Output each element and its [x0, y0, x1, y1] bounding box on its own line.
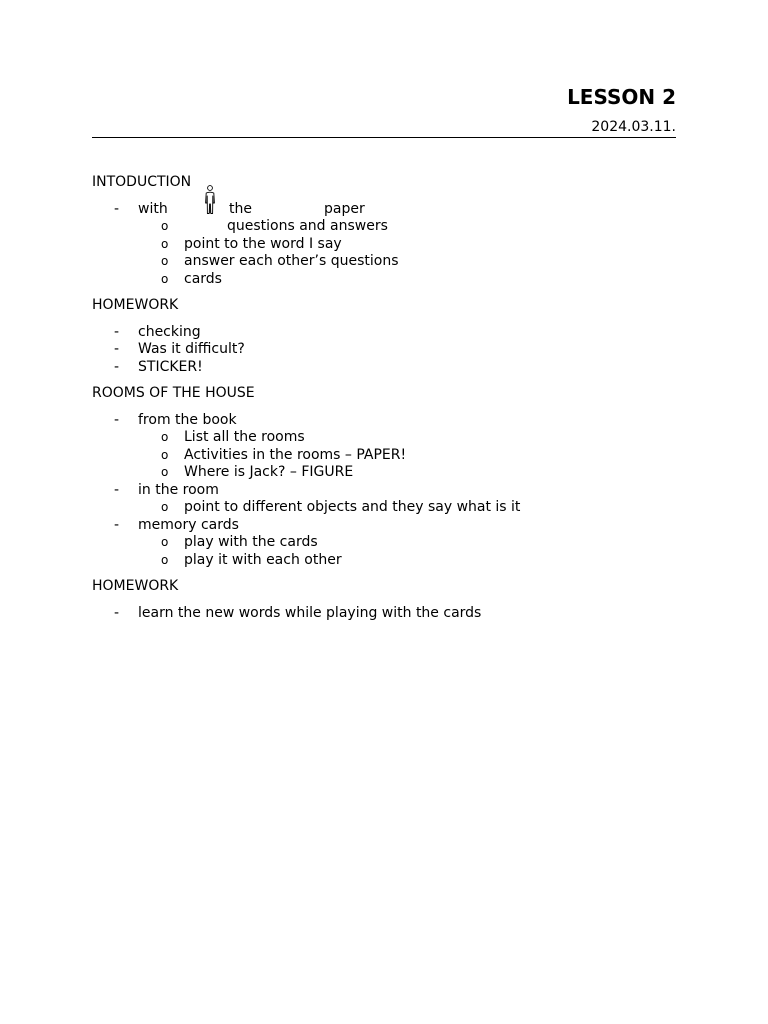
circle-marker: o [161, 430, 169, 444]
circle-marker: o [161, 500, 169, 514]
dash-marker: - [114, 516, 120, 533]
sub-list-item [92, 236, 692, 254]
sub-list-item [92, 447, 692, 465]
word-the: the [229, 200, 252, 217]
sub-item-text: Where is Jack? – FIGURE [184, 464, 354, 480]
section-heading-homework: HOMEWORK [92, 578, 179, 594]
introduction-list [92, 201, 692, 289]
sub-list-item [92, 429, 692, 447]
sub-item-text: cards [184, 270, 222, 287]
sub-list-item [92, 552, 692, 570]
dash-marker: - [114, 358, 120, 375]
list-item [92, 341, 692, 359]
dash-marker: - [114, 411, 120, 428]
sub-list-item [92, 253, 692, 271]
sub-item-text: point to the word I say [184, 235, 342, 252]
list-item [92, 517, 692, 570]
with-figure-line [138, 201, 692, 219]
memory-sublist [138, 534, 692, 569]
list-item [92, 201, 692, 289]
word-with: with [138, 200, 168, 217]
sub-item-text: questions and answers [227, 218, 388, 234]
room-sublist [138, 499, 692, 517]
list-item [92, 482, 692, 517]
header-divider [92, 137, 676, 138]
book-sublist [138, 429, 692, 482]
dash-marker: - [114, 323, 120, 340]
sub-list-item [92, 218, 692, 236]
homework-list [92, 605, 692, 623]
sub-item-text: List all the rooms [184, 429, 305, 445]
rooms-list [92, 412, 692, 570]
sub-item-text: Activities in the rooms – PAPER! [184, 446, 407, 463]
sub-list-item [92, 464, 692, 482]
list-item-text: Was it difficult? [138, 341, 245, 357]
sub-list-item [92, 499, 692, 517]
sub-list-item [92, 271, 692, 289]
dash-marker: - [114, 341, 120, 357]
list-item [92, 605, 692, 623]
circle-marker: o [161, 254, 169, 268]
sub-item-text: answer each other’s questions [184, 253, 399, 269]
section-heading-homework: HOMEWORK [92, 297, 179, 313]
list-item-text: in the room [138, 481, 219, 498]
dash-marker: - [114, 481, 120, 498]
list-item [92, 359, 692, 377]
list-item [92, 324, 692, 342]
sub-item-text: play it with each other [184, 551, 342, 568]
circle-marker: o [161, 236, 169, 251]
section-heading-rooms: ROOMS OF THE HOUSE [92, 385, 255, 401]
circle-marker: o [161, 271, 169, 286]
circle-marker: o [161, 552, 169, 567]
sub-item-text: play with the cards [184, 534, 318, 550]
circle-marker: o [161, 465, 169, 479]
list-item-text: STICKER! [138, 358, 203, 375]
list-item-text: learn the new words while playing with the cards [138, 604, 482, 621]
lesson-title: LESSON 2 [567, 85, 676, 109]
dash-marker: - [114, 604, 120, 621]
lesson-date: 2024.03.11. [591, 119, 676, 135]
list-item-text: memory cards [138, 516, 239, 533]
word-paper: paper [324, 200, 365, 217]
circle-marker: o [161, 535, 169, 549]
sub-item-text: point to different objects and they say what is it [184, 499, 521, 515]
section-heading-introduction: INTODUCTION [92, 174, 192, 190]
lesson-content [92, 174, 692, 631]
list-item-text: checking [138, 323, 201, 340]
homework-list [92, 324, 692, 377]
circle-marker: o [161, 447, 169, 462]
circle-marker: o [161, 219, 169, 233]
list-item-text: from the book [138, 411, 237, 428]
introduction-sublist [138, 218, 692, 288]
sub-list-item [92, 534, 692, 552]
dash-marker: - [114, 200, 120, 217]
person-figure-icon [202, 185, 218, 215]
list-item [92, 412, 692, 482]
